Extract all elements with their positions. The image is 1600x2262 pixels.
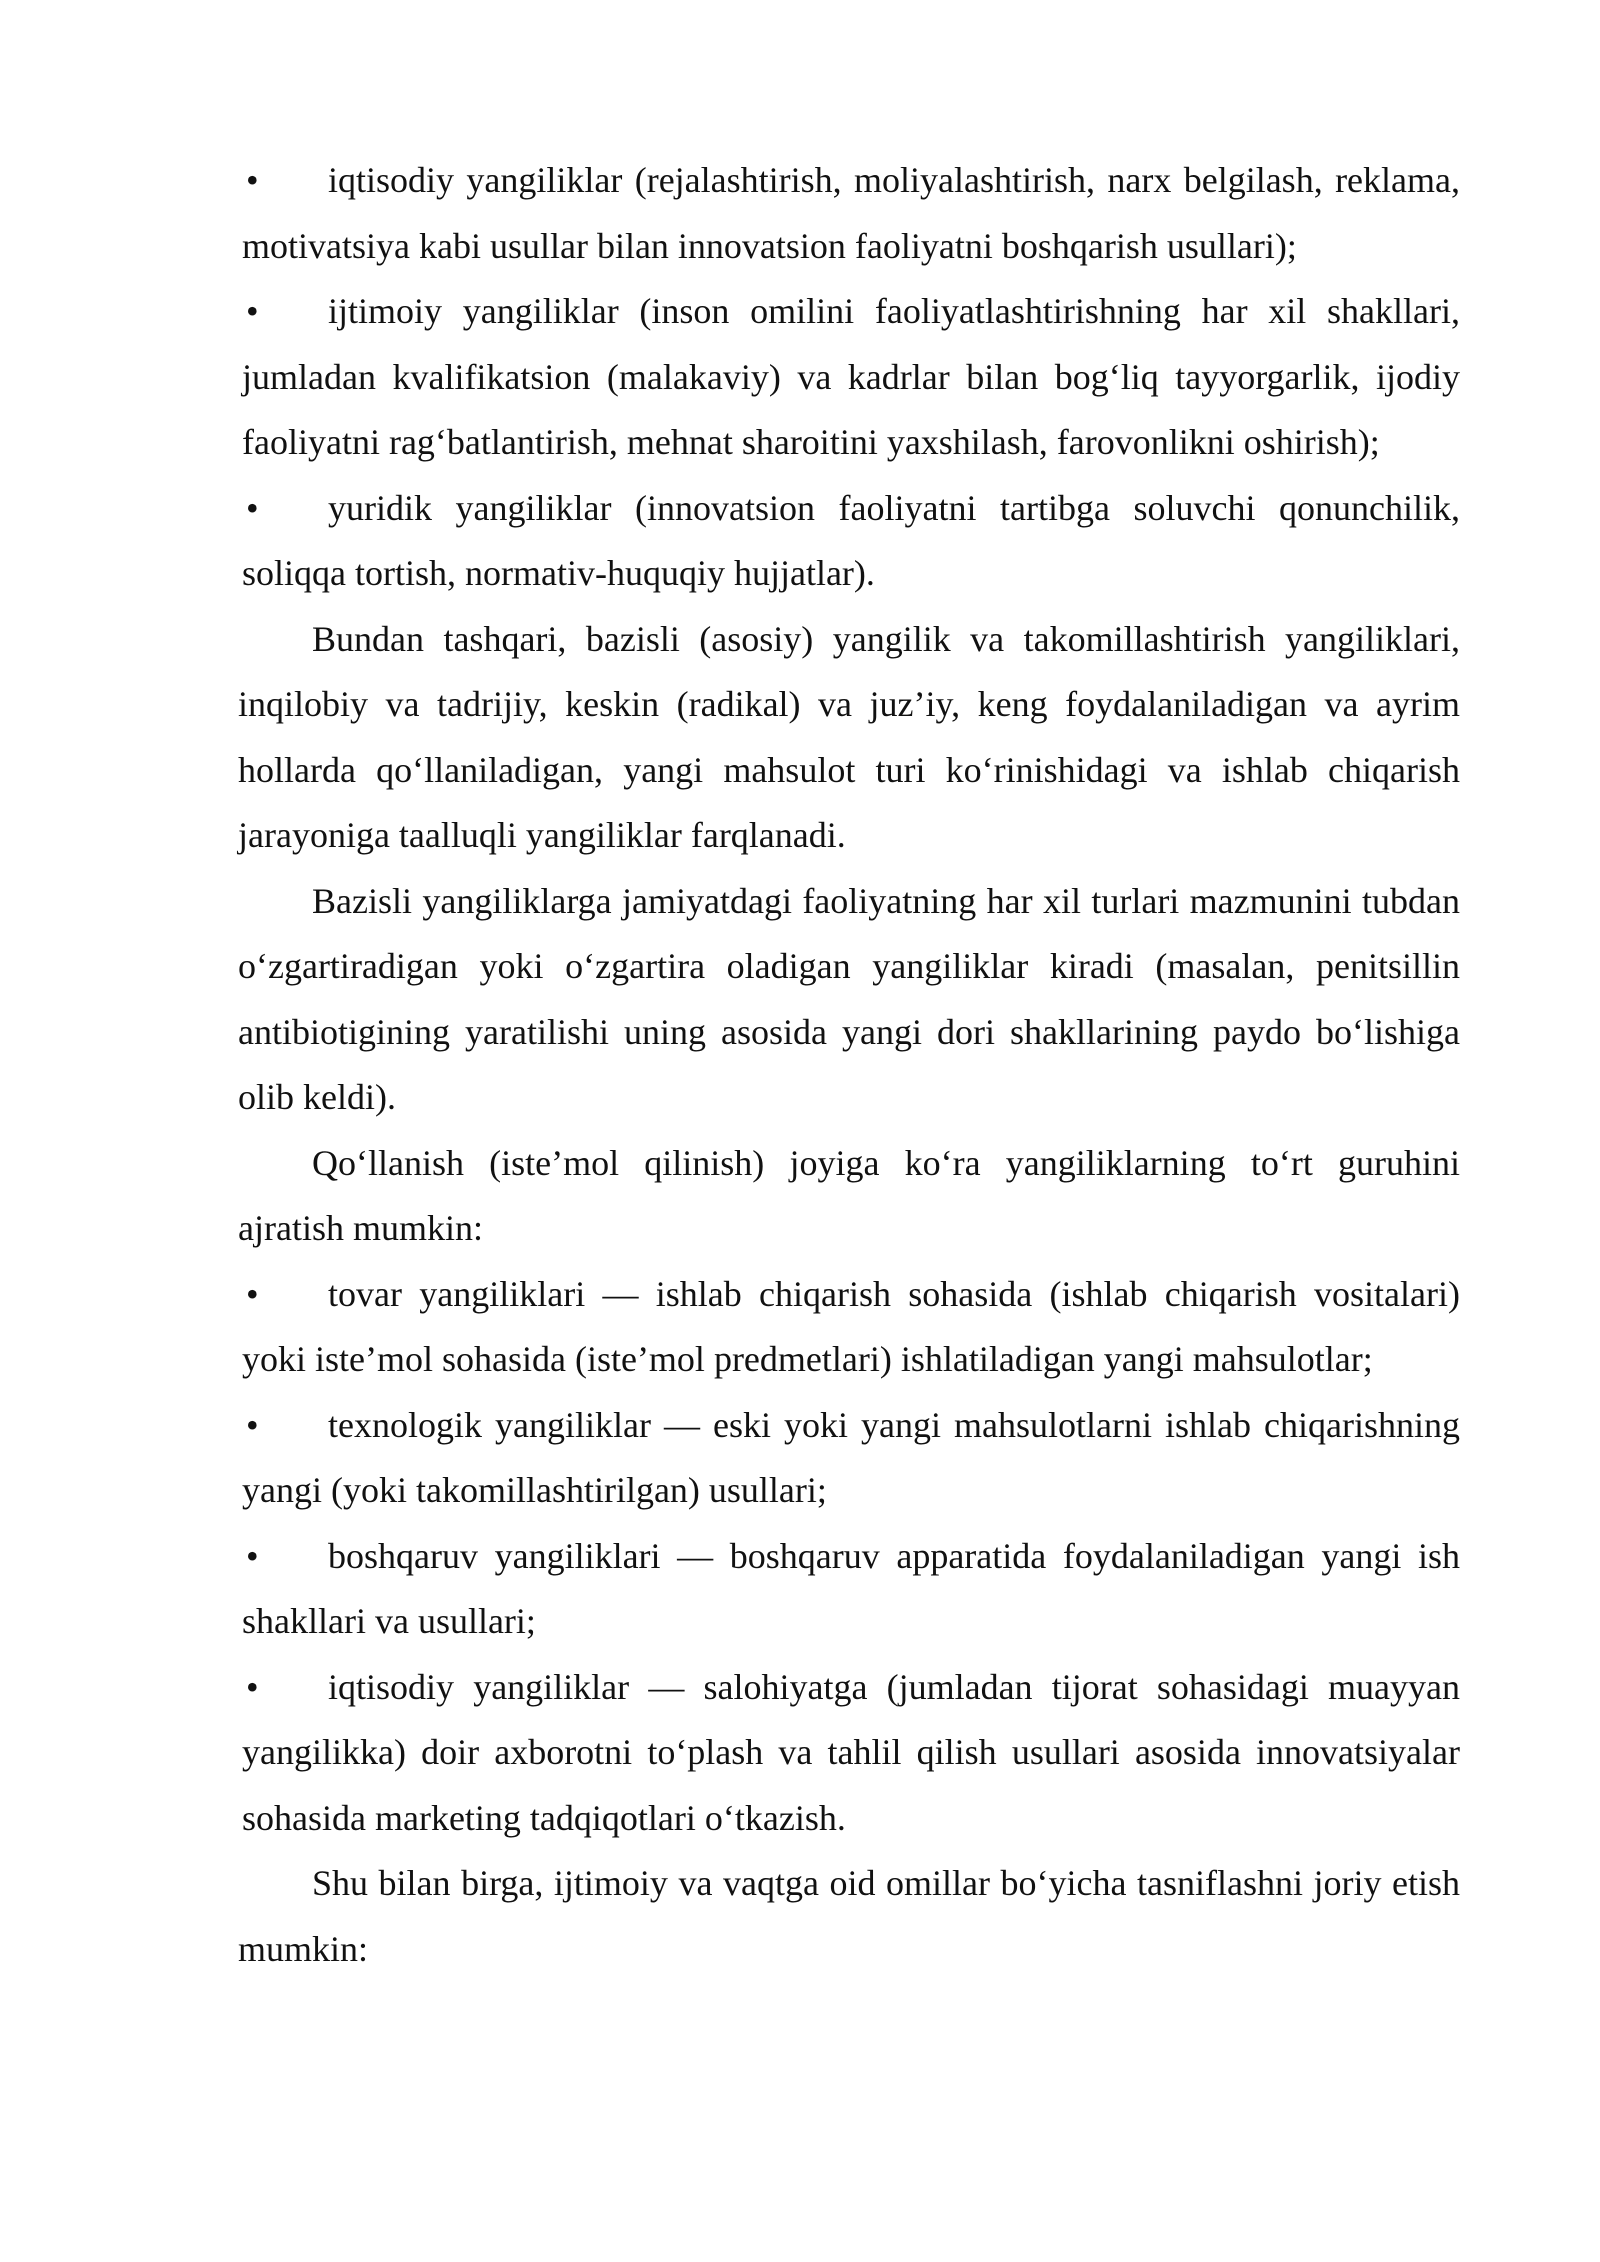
bullet-marker: • [246,1273,259,1314]
bullet-marker: • [246,160,259,200]
paragraph: Qo‘llanish (iste’mol qilinish) joyiga ko‘ra yangiliklarning to‘rt guruhini ajratish mumkin: [238,1142,1460,1248]
bullet-marker: • [246,1404,259,1445]
list-item [238,1393,1460,1524]
list-item [238,476,1460,607]
document-page [238,148,1460,1982]
bullet-marker: • [246,291,259,331]
list-item-text: tovar yangiliklari — ishlab chiqarish sohasida (ishlab chiqarish vositalari) yoki iste’mol sohasida (iste’mol predmetlari) ishlatiladigan yangi mahsulotlar; [242,1273,1460,1379]
paragraph: Bazisli yangiliklarga jamiyatdagi faoliyatning har xil turlari mazmunini tubdan o‘zgartiradigan yoki o‘zgartira oladigan yangiliklar kiradi (masalan, penitsillin antibiotigining yaratilishi uning asosida yangi dori shakllarining paydo bo‘lishiga olib keldi). [238,880,1460,1117]
list-item-text: iqtisodiy yangiliklar (rejalashtirish, moliyalashtirish, narx belgilash, reklama, motivatsiya kabi usullar bilan innovatsion faoliyatni boshqarish usullari); [242,160,1460,266]
paragraph: Shu bilan birga, ijtimoiy va vaqtga oid omillar bo‘yicha tasniflashni joriy etish mumkin: [238,1863,1460,1969]
list-item-text: boshqaruv yangiliklari — boshqaruv apparatida foydalaniladigan yangi ish shakllari va usullari; [242,1535,1460,1641]
list-item-text: iqtisodiy yangiliklar — salohiyatga (jumladan tijorat sohasidagi muayyan yangilikka) doir axborotni to‘plash va tahlil qilish usullari asosida innovatsiyalar sohasida marketing tadqiqotlari o‘tkazish. [242,1666,1460,1838]
list-item-text: ijtimoiy yangiliklar (inson omilini faoliyatlashtirishning har xil shakllari, jumladan kvalifikatsion (malakaviy) va kadrlar bilan bog‘liq tayyorgarlik, ijodiy faoliyatni rag‘batlantirish, mehnat sharoitini yaxshilash, farovonlikni oshirish); [242,291,1460,462]
list-item [238,279,1460,476]
bullet-marker: • [246,487,259,528]
list-item [238,1524,1460,1655]
list-item-text: yuridik yangiliklar (innovatsion faoliyatni tartibga soluvchi qonunchilik, soliqqa tortish, normativ-huquqiy hujjatlar). [242,487,1460,593]
bullet-marker: • [246,1535,259,1576]
list-item [238,148,1460,279]
list-item-text: texnologik yangiliklar — eski yoki yangi mahsulotlarni ishlab chiqarishning yangi (yoki takomillashtirilgan) usullari; [242,1404,1460,1510]
list-item [238,1655,1460,1852]
list-item [238,1262,1460,1393]
bullet-marker: • [246,1666,259,1707]
paragraph: Bundan tashqari, bazisli (asosiy) yangilik va takomillashtirish yangiliklari, inqilobiy va tadrijiy, keskin (radikal) va juz’iy, keng foydalaniladigan va ayrim hollarda qo‘llaniladigan, yangi mahsulot turi ko‘rinishidagi va ishlab chiqarish jarayoniga taalluqli yangiliklar farqlanadi. [238,618,1460,855]
